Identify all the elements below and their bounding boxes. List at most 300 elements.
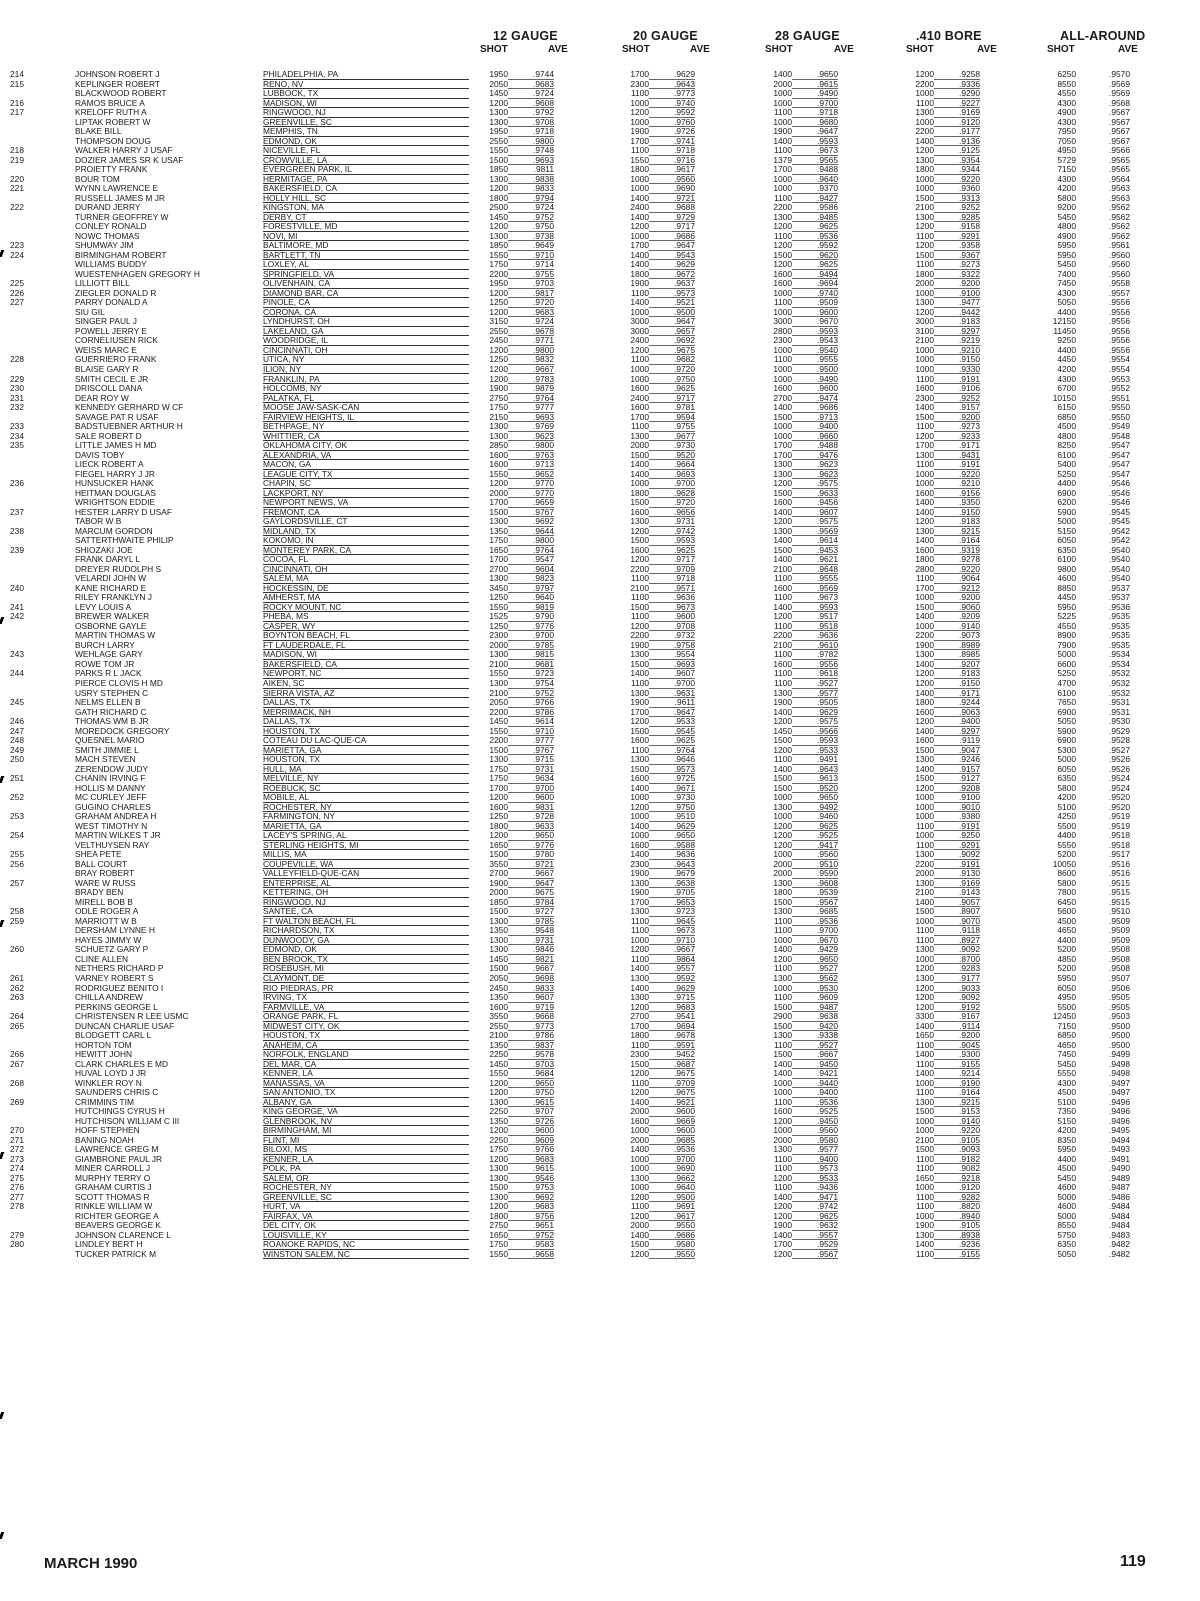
shot-all-around: 11450: [1053, 325, 1076, 336]
shot-28: 1900: [773, 697, 792, 708]
ave-28: .9527: [792, 964, 838, 974]
shot-all-around: 4900: [1057, 107, 1076, 118]
shot-all-around: 5000: [1057, 754, 1076, 765]
ave-28: .9575: [792, 479, 838, 489]
ave-all-around: .9518: [1109, 839, 1130, 850]
shot-all-around: 4450: [1057, 592, 1076, 603]
ave-28: .9670: [792, 317, 838, 327]
shot-12: 1200: [489, 344, 508, 355]
rank: 254: [10, 830, 24, 841]
shot-12: 1200: [489, 363, 508, 374]
city-state: NOVI, MI: [263, 232, 469, 242]
ave-all-around: .9498: [1109, 1068, 1130, 1079]
ave-all-around: .9565: [1109, 154, 1130, 165]
ave-28: .9620: [792, 251, 838, 261]
rank: 239: [10, 544, 24, 555]
ave-all-around: .9495: [1109, 1125, 1130, 1136]
shot-28: 1200: [773, 820, 792, 831]
shot-28: 1400: [773, 763, 792, 774]
ave-12: .9615: [508, 1098, 554, 1108]
shot-410: 1500: [915, 744, 934, 755]
rank: 245: [10, 697, 24, 708]
shot-28: 1100: [773, 145, 792, 156]
shot-410: 1900: [915, 639, 934, 650]
shot-28: 1500: [773, 773, 792, 784]
shooter-name: POWELL JERRY E: [75, 325, 147, 336]
ave-all-around: .9484: [1109, 1220, 1130, 1231]
shooter-name: CLINE ALLEN: [75, 953, 129, 964]
shot-410: 1100: [915, 1058, 934, 1069]
ave-20: .9694: [649, 1022, 695, 1032]
ave-20: .9682: [649, 355, 695, 365]
city-state: KETTERING, OH: [263, 888, 469, 898]
ave-20: .9678: [649, 1031, 695, 1041]
city-state: FARMVILLE, VA: [263, 1003, 469, 1013]
shooter-name: HORTON TOM: [75, 1039, 132, 1050]
ave-12: .9833: [508, 184, 554, 194]
ave-28: .9660: [792, 432, 838, 442]
shot-12: 1350: [489, 1039, 508, 1050]
shot-410: 1200: [915, 963, 934, 974]
ave-12: .9756: [508, 1212, 554, 1222]
shot-12: 1450: [489, 211, 508, 222]
shot-all-around: 4500: [1057, 1163, 1076, 1174]
shot-all-around: 5450: [1057, 211, 1076, 222]
ave-12: .9623: [508, 432, 554, 442]
shot-12: 1650: [489, 839, 508, 850]
shooter-name: LEVY LOUIS A: [75, 601, 132, 612]
table-row: [0, 784, 1200, 794]
shot-header-20: SHOT: [622, 44, 650, 55]
city-state: HOUSTON, TX: [263, 755, 469, 765]
header-410-bore: .410 BORE: [916, 29, 982, 43]
shot-20: 1200: [630, 554, 649, 565]
shot-20: 1000: [630, 97, 649, 108]
ave-28: .9505: [792, 698, 838, 708]
shot-20: 2400: [630, 335, 649, 346]
ave-12: .9724: [508, 203, 554, 213]
ave-all-around: .9567: [1109, 116, 1130, 127]
ave-28: .9647: [792, 127, 838, 137]
shot-28: 1300: [773, 801, 792, 812]
ave-410: .9136: [934, 137, 980, 147]
ave-all-around: .9496: [1109, 1096, 1130, 1107]
shot-28: 1500: [773, 487, 792, 498]
ave-12: .9608: [508, 99, 554, 109]
shot-410: 1200: [915, 1001, 934, 1012]
ave-28: .9667: [792, 1050, 838, 1060]
shot-20: 1000: [630, 1182, 649, 1193]
shot-410: 1400: [915, 725, 934, 736]
shooter-name: BIRMINGHAM ROBERT: [75, 249, 167, 260]
shot-28: 1600: [773, 582, 792, 593]
shot-12: 1300: [489, 915, 508, 926]
ave-12: .9719: [508, 1003, 554, 1013]
table-row: [0, 1231, 1200, 1241]
shot-20: 1000: [630, 116, 649, 127]
city-state: EDMOND, OK: [263, 137, 469, 147]
ave-12: .9831: [508, 803, 554, 813]
city-state: PINOLE, CA: [263, 298, 469, 308]
shot-28: 1100: [773, 754, 792, 765]
ave-all-around: .9556: [1109, 325, 1130, 336]
shot-all-around: 9250: [1057, 335, 1076, 346]
shot-20: 1500: [630, 449, 649, 460]
shot-all-around: 5500: [1057, 820, 1076, 831]
ave-all-around: .9537: [1109, 592, 1130, 603]
table-row: [0, 1088, 1200, 1098]
table-row: [0, 156, 1200, 166]
table-row: [0, 270, 1200, 280]
shot-all-around: 5000: [1057, 649, 1076, 660]
table-row: [0, 907, 1200, 917]
ave-410: .9209: [934, 612, 980, 622]
ave-28: .9525: [792, 1107, 838, 1117]
ave-28: .9567: [792, 1250, 838, 1260]
ave-all-around: .9500: [1109, 1030, 1130, 1041]
ave-20: .9657: [649, 327, 695, 337]
ave-20: .9685: [649, 1136, 695, 1146]
table-row: [0, 327, 1200, 337]
shooter-name: DURAND JERRY: [75, 202, 141, 213]
ave-20: .9607: [649, 669, 695, 679]
table-row: [0, 1107, 1200, 1117]
ave-20: .9594: [649, 413, 695, 423]
ave-28: .9613: [792, 774, 838, 784]
shot-410: 1400: [915, 535, 934, 546]
ave-20: .9500: [649, 308, 695, 318]
table-row: [0, 1136, 1200, 1146]
shot-all-around: 10150: [1052, 392, 1076, 403]
ave-410: .8927: [934, 936, 980, 946]
shooter-name: ZERENDOW JUDY: [75, 763, 149, 774]
shot-28: 1400: [773, 535, 792, 546]
rank: 238: [10, 525, 24, 536]
ave-28: .9673: [792, 146, 838, 156]
shooter-name: GUERRIERO FRANK: [75, 354, 157, 365]
shooter-name: RUSSELL JAMES M JR: [75, 192, 165, 203]
shooter-name: QUESNEL MARIO: [75, 735, 145, 746]
ave-410: .9367: [934, 251, 980, 261]
ave-20: .9628: [649, 489, 695, 499]
shot-20: 2000: [630, 1134, 649, 1145]
ave-28: .9421: [792, 1069, 838, 1079]
shooter-name: MINER CARROLL J: [75, 1163, 151, 1174]
shooter-name: WARE W RUSS: [75, 877, 136, 888]
shot-28: 1100: [773, 107, 792, 118]
shot-20: 1900: [630, 126, 649, 137]
table-row: [0, 127, 1200, 137]
shot-all-around: 5450: [1057, 1058, 1076, 1069]
shot-28: 1450: [773, 725, 792, 736]
shot-28: 1200: [773, 611, 792, 622]
ave-28: .9565: [792, 156, 838, 166]
ave-410: .9297: [934, 327, 980, 337]
shot-12: 1450: [489, 88, 508, 99]
shot-410: 1500: [915, 249, 934, 260]
shot-all-around: 5000: [1057, 1191, 1076, 1202]
shot-410: 1100: [915, 1163, 934, 1174]
ave-all-around: .9550: [1109, 411, 1130, 422]
shot-410: 1200: [915, 145, 934, 156]
shot-12: 1750: [489, 259, 508, 270]
shooter-name: DEAR ROY W: [75, 392, 129, 403]
shot-410: 1200: [915, 306, 934, 317]
city-state: LACEY'S SPRING, AL: [263, 831, 469, 841]
shot-28: 1000: [773, 183, 792, 194]
ave-12: .9683: [508, 308, 554, 318]
ave-all-around: .9556: [1109, 306, 1130, 317]
ave-410: .9157: [934, 765, 980, 775]
ave-20: .9764: [649, 746, 695, 756]
ave-all-around: .9563: [1109, 183, 1130, 194]
city-state: RINGWOOD, NJ: [263, 898, 469, 908]
shot-28: 2300: [773, 335, 792, 346]
shot-12: 1450: [489, 953, 508, 964]
ave-all-around: .9497: [1109, 1087, 1130, 1098]
table-row: [0, 793, 1200, 803]
ave-410: .9127: [934, 774, 980, 784]
ave-410: .9218: [934, 1174, 980, 1184]
ave-12: .9738: [508, 232, 554, 242]
city-state: EDMOND, OK: [263, 945, 469, 955]
rank: 251: [10, 773, 24, 784]
shot-28: 1000: [773, 421, 792, 432]
ave-12: .9710: [508, 727, 554, 737]
table-row: [0, 213, 1200, 223]
shot-28: 1000: [773, 1077, 792, 1088]
shot-410: 1300: [915, 877, 934, 888]
ave-20: .9621: [649, 1098, 695, 1108]
shot-all-around: 5400: [1057, 459, 1076, 470]
shot-12: 2750: [489, 1220, 508, 1231]
shot-all-around: 4500: [1057, 1087, 1076, 1098]
ave-410: .9119: [934, 736, 980, 746]
shot-410: 1300: [915, 297, 934, 308]
ave-12: .9668: [508, 1012, 554, 1022]
rank: 272: [10, 1144, 24, 1155]
shooter-name: JOHNSON CLARENCE L: [75, 1229, 171, 1240]
ave-410: .9354: [934, 156, 980, 166]
shot-20: 1600: [630, 839, 649, 850]
shot-all-around: 6200: [1057, 497, 1076, 508]
city-state: MIDLAND, TX: [263, 527, 469, 537]
shot-28: 1500: [773, 1049, 792, 1060]
shot-all-around: 6900: [1057, 487, 1076, 498]
ave-28: .9607: [792, 508, 838, 518]
rank: 225: [10, 278, 24, 289]
shot-12: 1900: [489, 877, 508, 888]
shot-28: 1600: [773, 1106, 792, 1117]
city-state: CLAYMONT, DE: [263, 974, 469, 984]
shot-20: 1500: [630, 763, 649, 774]
ave-410: .9200: [934, 413, 980, 423]
shot-all-around: 4450: [1057, 354, 1076, 365]
ave-12: .9667: [508, 869, 554, 879]
ave-all-around: .9556: [1109, 297, 1130, 308]
shot-12: 2200: [489, 706, 508, 717]
ave-20: .9662: [649, 1174, 695, 1184]
shot-410: 3300: [915, 1011, 934, 1022]
city-state: NORFOLK, ENGLAND: [263, 1050, 469, 1060]
ave-410: .9212: [934, 584, 980, 594]
table-row: [0, 1060, 1200, 1070]
ave-all-around: .9553: [1109, 373, 1130, 384]
rank: 246: [10, 716, 24, 727]
ave-all-around: .9570: [1109, 69, 1130, 79]
table-row: [0, 165, 1200, 175]
shot-410: 1300: [915, 525, 934, 536]
ave-12: .9764: [508, 546, 554, 556]
table-row: [0, 489, 1200, 499]
shooter-name: LITTLE JAMES H MD: [75, 440, 157, 451]
shot-all-around: 4950: [1057, 145, 1076, 156]
shot-410: 1400: [915, 658, 934, 669]
city-state: LEAGUE CITY, TX: [263, 470, 469, 480]
shot-28: 1400: [773, 1068, 792, 1079]
ave-20: .9625: [649, 546, 695, 556]
ave-410: .9171: [934, 689, 980, 699]
shooter-name: SHIOZAKI JOE: [75, 544, 133, 555]
ave-28: .9648: [792, 565, 838, 575]
ave-all-around: .9490: [1109, 1163, 1130, 1174]
ave-28: .9543: [792, 336, 838, 346]
table-row: [0, 118, 1200, 128]
city-state: FT LAUDERDALE, FL: [263, 641, 469, 651]
shot-20: 1400: [630, 297, 649, 308]
rank: 233: [10, 421, 24, 432]
shot-12: 1550: [489, 1248, 508, 1259]
shot-all-around: 5800: [1057, 782, 1076, 793]
shot-12: 1500: [489, 154, 508, 165]
rank: 256: [10, 858, 24, 869]
ave-410: .9190: [934, 1079, 980, 1089]
shot-12: 1600: [489, 1001, 508, 1012]
ave-28: .9593: [792, 603, 838, 613]
rank: 277: [10, 1191, 24, 1202]
shot-28: 2100: [773, 563, 792, 574]
ave-20: .9521: [649, 298, 695, 308]
shot-12: 1750: [489, 1239, 508, 1250]
ave-410: .9278: [934, 555, 980, 565]
shot-all-around: 4950: [1057, 992, 1076, 1003]
shot-410: 1000: [915, 116, 934, 127]
shot-20: 1600: [630, 1115, 649, 1126]
ave-all-around: .9547: [1109, 440, 1130, 451]
shot-20: 1400: [630, 459, 649, 470]
table-row: [0, 89, 1200, 99]
shot-all-around: 4300: [1057, 287, 1076, 298]
ave-20: .9690: [649, 1164, 695, 1174]
ave-12: .9800: [508, 346, 554, 356]
shot-all-around: 4400: [1057, 344, 1076, 355]
city-state: MADISON, WI: [263, 650, 469, 660]
ave-410: .9215: [934, 1098, 980, 1108]
ave-all-around: .9505: [1109, 1001, 1130, 1012]
shot-12: 1300: [489, 173, 508, 184]
shooter-name: WUESTENHAGEN GREGORY H: [75, 268, 200, 279]
shot-20: 1000: [630, 478, 649, 489]
shot-20: 1400: [630, 668, 649, 679]
ave-28: .9650: [792, 793, 838, 803]
shot-410: 1400: [915, 506, 934, 517]
ave-all-around: .9540: [1109, 554, 1130, 565]
ave-28: .9485: [792, 213, 838, 223]
shot-20: 1300: [630, 754, 649, 765]
ave-12: .9649: [508, 241, 554, 251]
shot-20: 1800: [630, 268, 649, 279]
ave-12: .9675: [508, 888, 554, 898]
shot-410: 2100: [915, 1134, 934, 1145]
shot-410: 1200: [915, 221, 934, 232]
shot-all-around: 7800: [1057, 887, 1076, 898]
shot-410: 2100: [915, 887, 934, 898]
shooter-name: SAUNDERS CHRIS C: [75, 1087, 159, 1098]
ave-12: .9790: [508, 612, 554, 622]
ave-12: .9773: [508, 1022, 554, 1032]
shot-20: 1300: [630, 992, 649, 1003]
table-row: [0, 80, 1200, 90]
city-state: MELVILLE, NY: [263, 774, 469, 784]
ave-all-around: .9510: [1109, 906, 1130, 917]
ave-20: .9773: [649, 89, 695, 99]
ave-all-around: .9569: [1109, 88, 1130, 99]
shot-12: 2500: [489, 202, 508, 213]
shot-all-around: 4550: [1057, 88, 1076, 99]
ave-410: .9313: [934, 194, 980, 204]
shot-all-around: 5550: [1057, 839, 1076, 850]
shot-28: 1500: [773, 1001, 792, 1012]
shot-28: 1400: [773, 506, 792, 517]
shot-410: 1300: [915, 1096, 934, 1107]
table-row: [0, 574, 1200, 584]
shot-12: 1500: [489, 744, 508, 755]
shot-410: 1000: [915, 88, 934, 99]
rank: 252: [10, 792, 24, 803]
ave-12: .9715: [508, 755, 554, 765]
shot-12: 2300: [489, 630, 508, 641]
ave-410: .9047: [934, 746, 980, 756]
table-row: [0, 746, 1200, 756]
ave-all-around: .9509: [1109, 925, 1130, 936]
shooter-name: WILLIAMS BUDDY: [75, 259, 147, 270]
shot-12: 1800: [489, 1210, 508, 1221]
shot-all-around: 6450: [1057, 896, 1076, 907]
shot-20: 1700: [630, 706, 649, 717]
ave-12: .9667: [508, 365, 554, 375]
shot-20: 1000: [630, 830, 649, 841]
ave-410: .9033: [934, 984, 980, 994]
ave-12: .9723: [508, 669, 554, 679]
shot-20: 1600: [630, 773, 649, 784]
city-state: PALATKA, FL: [263, 394, 469, 404]
shot-all-around: 5800: [1057, 877, 1076, 888]
shot-28: 1100: [773, 1039, 792, 1050]
ave-12: .9720: [508, 298, 554, 308]
ave-all-around: .9554: [1109, 363, 1130, 374]
shot-all-around: 4300: [1057, 1077, 1076, 1088]
rank: 224: [10, 249, 24, 260]
table-row: [0, 660, 1200, 670]
ave-28: .9533: [792, 1174, 838, 1184]
ave-410: .9082: [934, 1164, 980, 1174]
city-state: GREENVILLE, SC: [263, 1193, 469, 1203]
shooter-name: GATH RICHARD C: [75, 706, 147, 717]
ave-28: .9518: [792, 622, 838, 632]
shot-20: 1200: [630, 1068, 649, 1079]
shot-all-around: 8600: [1057, 868, 1076, 879]
city-state: BEN BROOK, TX: [263, 955, 469, 965]
